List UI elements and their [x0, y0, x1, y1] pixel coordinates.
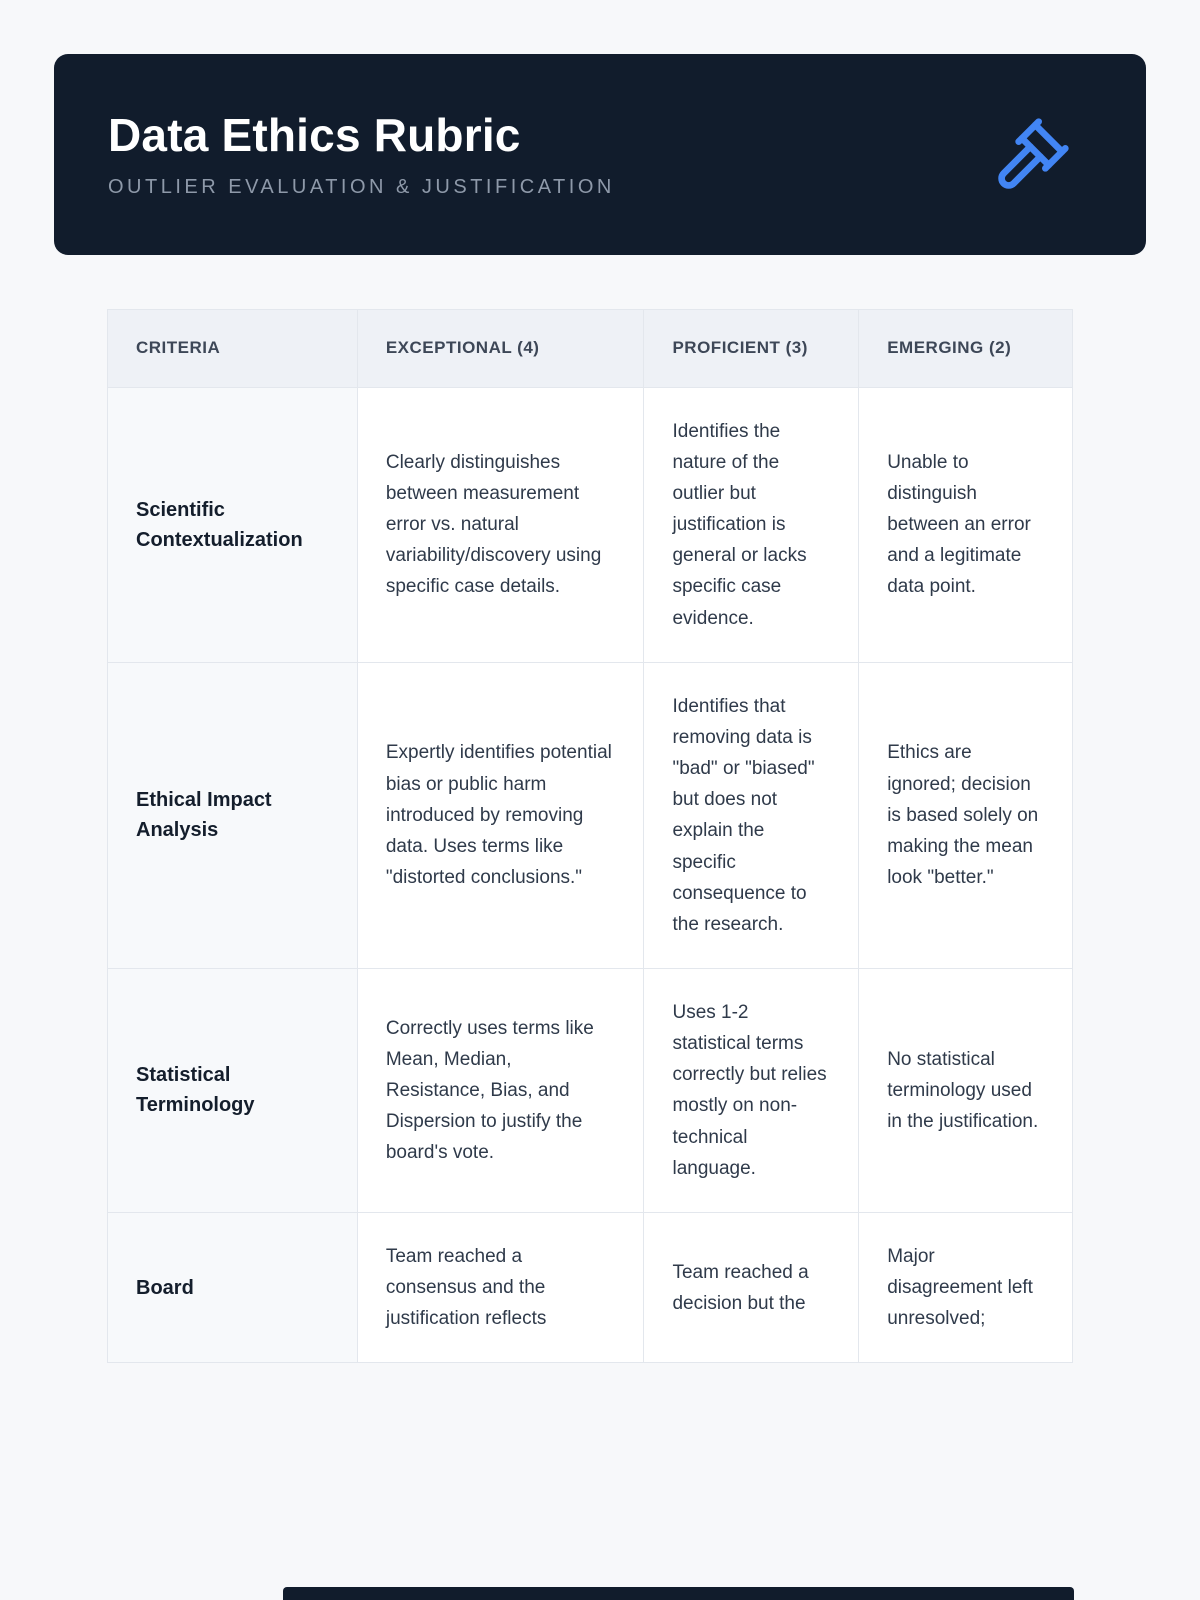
column-header-proficient: PROFICIENT (3)	[644, 310, 859, 388]
gavel-icon	[992, 115, 1072, 195]
page-subtitle: OUTLIER EVALUATION & JUSTIFICATION	[108, 176, 615, 199]
exceptional-cell: Correctly uses terms like Mean, Median, Resistance, Bias, and Dispersion to justify the board's vote.	[357, 968, 644, 1212]
rubric-table	[107, 309, 1073, 1363]
criteria-cell: Board	[108, 1212, 358, 1362]
header-text	[108, 110, 615, 200]
header-card	[54, 54, 1146, 255]
column-header-criteria: CRITERIA	[108, 310, 358, 388]
emerging-cell: Major disagreement left unresolved;	[859, 1212, 1073, 1362]
criteria-cell: Scientific Contextualization	[108, 387, 358, 662]
exceptional-cell: Team reached a consensus and the justification reflects	[357, 1212, 644, 1362]
column-header-emerging: EMERGING (2)	[859, 310, 1073, 388]
proficient-cell: Uses 1-2 statistical terms correctly but relies mostly on non-technical language.	[644, 968, 859, 1212]
page-title: Data Ethics Rubric	[108, 108, 521, 161]
rubric-table-container	[107, 309, 1073, 1363]
criteria-cell: Ethical Impact Analysis	[108, 662, 358, 968]
exceptional-cell: Expertly identifies potential bias or public harm introduced by removing data. Uses terms like "distorted conclusions."	[357, 662, 644, 968]
column-header-exceptional: EXCEPTIONAL (4)	[357, 310, 644, 388]
table-row	[108, 662, 1073, 968]
emerging-cell: No statistical terminology used in the justification.	[859, 968, 1073, 1212]
emerging-cell: Unable to distinguish between an error and a legitimate data point.	[859, 387, 1073, 662]
proficient-cell: Team reached a decision but the	[644, 1212, 859, 1362]
proficient-cell: Identifies that removing data is "bad" or "biased" but does not explain the specific consequence to the research.	[644, 662, 859, 968]
exceptional-cell: Clearly distinguishes between measurement error vs. natural variability/discovery using specific case details.	[357, 387, 644, 662]
bottom-dark-bar	[283, 1587, 1074, 1600]
table-row	[108, 968, 1073, 1212]
emerging-cell: Ethics are ignored; decision is based solely on making the mean look "better."	[859, 662, 1073, 968]
proficient-cell: Identifies the nature of the outlier but justification is general or lacks specific case evidence.	[644, 387, 859, 662]
table-row	[108, 1212, 1073, 1362]
table-header-row	[108, 310, 1073, 388]
table-row	[108, 387, 1073, 662]
criteria-cell: Statistical Terminology	[108, 968, 358, 1212]
